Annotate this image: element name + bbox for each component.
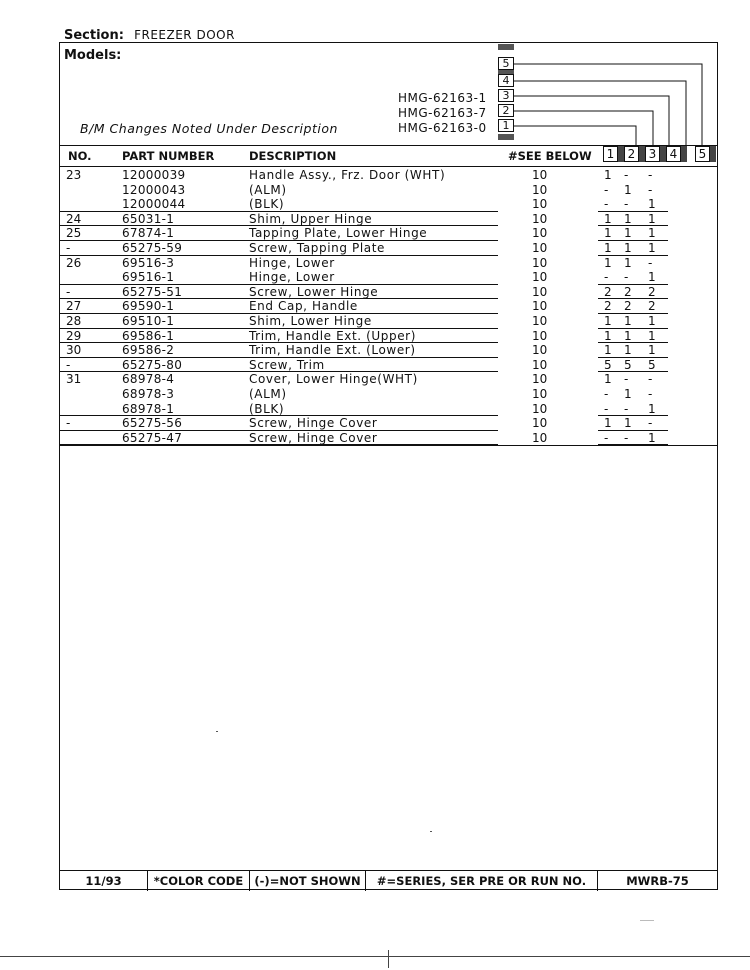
row-part-number: 67874-1 <box>122 226 175 241</box>
row-see-below: 10 <box>532 284 548 299</box>
row-part-number: 12000044 <box>122 197 186 212</box>
row-qty-model-1: 1 <box>604 255 612 270</box>
model-number: HMG-62163-1 <box>398 91 487 105</box>
row-qty-model-3: - <box>648 182 653 197</box>
footer-not-shown: (-)=NOT SHOWN <box>250 871 366 891</box>
table-row <box>60 183 717 198</box>
model-number: HMG-62163-7 <box>398 106 487 120</box>
row-see-below: 10 <box>532 168 548 182</box>
row-part-number: 65275-47 <box>122 430 183 445</box>
row-qty-model-2: 2 <box>624 299 632 314</box>
row-qty-model-3: 1 <box>648 241 656 255</box>
row-qty-model-1: - <box>604 197 609 212</box>
row-qty-model-1: 1 <box>604 314 612 328</box>
page-center-tick <box>388 950 389 968</box>
row-qty-model-2: 1 <box>624 314 632 328</box>
table-row <box>60 387 717 402</box>
col-header-no: NO. <box>68 149 92 163</box>
row-no: - <box>66 241 71 255</box>
row-description: Screw, Tapping Plate <box>249 241 386 255</box>
row-description: End Cap, Handle <box>249 299 358 314</box>
row-qty-model-2: 2 <box>624 284 632 299</box>
table-row <box>60 372 717 387</box>
row-qty-model-2: 1 <box>624 241 632 255</box>
row-qty-model-3: 2 <box>648 284 656 299</box>
row-qty-model-2: 1 <box>624 387 632 401</box>
row-part-number: 65275-56 <box>122 416 183 431</box>
scan-speck <box>216 731 218 732</box>
model-col-box: 1 <box>603 146 618 162</box>
row-qty-model-3: 1 <box>648 197 656 212</box>
row-qty-model-2: 1 <box>624 211 632 226</box>
row-qty-model-2: 1 <box>624 182 632 197</box>
table-row <box>60 256 717 271</box>
series-box: 1 <box>498 119 514 132</box>
table-row <box>60 314 717 329</box>
row-qty-model-3: 1 <box>648 270 656 285</box>
row-no: 24 <box>66 211 82 226</box>
scan-speck <box>640 920 654 921</box>
row-qty-model-1: 1 <box>604 168 612 182</box>
model-col-box: 3 <box>645 146 660 162</box>
col-header-description: DESCRIPTION <box>249 149 337 163</box>
row-see-below: 10 <box>532 226 548 241</box>
row-qty-model-2: - <box>624 168 629 182</box>
row-qty-model-3: 2 <box>648 299 656 314</box>
row-part-number: 69516-3 <box>122 255 175 270</box>
row-qty-model-2: - <box>624 430 629 445</box>
row-qty-model-1: 1 <box>604 372 612 387</box>
row-qty-model-3: - <box>648 387 653 401</box>
row-part-number: 65031-1 <box>122 211 175 226</box>
row-qty-model-2: - <box>624 401 629 416</box>
row-qty-model-3: 1 <box>648 401 656 416</box>
row-description: Screw, Hinge Cover <box>249 430 378 445</box>
table-row <box>60 299 717 314</box>
row-see-below: 10 <box>532 430 548 445</box>
row-qty-model-1: - <box>604 430 609 445</box>
row-qty-model-1: - <box>604 387 609 401</box>
bm-changes-note: B/M Changes Noted Under Description <box>80 121 338 136</box>
row-part-number: 69590-1 <box>122 299 175 314</box>
row-see-below: 10 <box>532 328 548 343</box>
series-box: 5 <box>498 57 514 70</box>
row-description: Hinge, Lower <box>249 255 335 270</box>
row-description: (BLK) <box>249 197 285 212</box>
row-qty-model-2: - <box>624 270 629 285</box>
dark-marker <box>710 146 716 162</box>
table-row <box>60 168 717 183</box>
row-see-below: 10 <box>532 401 548 416</box>
table-row <box>60 241 717 256</box>
row-qty-model-3: - <box>648 255 653 270</box>
row-part-number: 68978-1 <box>122 401 175 416</box>
row-description: Trim, Handle Ext. (Upper) <box>249 328 416 343</box>
row-description: Handle Assy., Frz. Door (WHT) <box>249 168 446 182</box>
footer-series-legend: #=SERIES, SER PRE OR RUN NO. <box>366 871 598 891</box>
row-description: Screw, Trim <box>249 357 325 372</box>
row-qty-model-1: 1 <box>604 226 612 241</box>
row-part-number: 68978-4 <box>122 372 175 387</box>
models-label: Models: <box>64 48 122 63</box>
footer-date: 11/93 <box>60 871 148 891</box>
model-col-box: 4 <box>666 146 681 162</box>
table-row <box>60 270 717 285</box>
model-col-box: 2 <box>624 146 639 162</box>
row-description: Cover, Lower Hinge(WHT) <box>249 372 418 387</box>
row-qty-model-1: - <box>604 270 609 285</box>
row-description: Shim, Lower Hinge <box>249 314 372 328</box>
row-part-number: 12000039 <box>122 168 186 182</box>
header-bottom-rule <box>60 166 717 167</box>
row-qty-model-3: 1 <box>648 211 656 226</box>
col-header-part-number: PART NUMBER <box>122 149 215 163</box>
row-no: 25 <box>66 226 82 241</box>
row-qty-model-2: 5 <box>624 357 632 372</box>
row-qty-model-1: 1 <box>604 241 612 255</box>
row-qty-model-2: 1 <box>624 416 632 431</box>
row-qty-model-3: 1 <box>648 430 656 445</box>
row-part-number: 69586-2 <box>122 343 175 358</box>
table-row <box>60 212 717 227</box>
row-part-number: 65275-80 <box>122 357 183 372</box>
table-row <box>60 226 717 241</box>
series-box: 2 <box>498 104 514 117</box>
row-qty-model-3: - <box>648 416 653 431</box>
table-row <box>60 343 717 358</box>
row-no: 23 <box>66 168 82 182</box>
row-qty-model-2: - <box>624 372 629 387</box>
row-description: (BLK) <box>249 401 285 416</box>
table-row <box>60 402 717 417</box>
row-description: Tapping Plate, Lower Hinge <box>249 226 428 241</box>
row-qty-model-3: 5 <box>648 357 656 372</box>
row-qty-model-3: 1 <box>648 328 656 343</box>
series-box: 3 <box>498 89 514 102</box>
row-qty-model-3: 1 <box>648 226 656 241</box>
row-description: (ALM) <box>249 182 287 197</box>
row-no: - <box>66 284 71 299</box>
row-description: Shim, Upper Hinge <box>249 211 373 226</box>
row-see-below: 10 <box>532 197 548 212</box>
row-part-number: 69510-1 <box>122 314 175 328</box>
page-bottom-rule <box>0 956 750 957</box>
row-no: 26 <box>66 255 82 270</box>
row-see-below: 10 <box>532 241 548 255</box>
row-qty-model-3: 1 <box>648 343 656 358</box>
row-qty-model-1: - <box>604 401 609 416</box>
table-row <box>60 416 717 431</box>
row-part-number: 68978-3 <box>122 387 175 401</box>
row-qty-model-2: 1 <box>624 226 632 241</box>
scan-speck <box>430 831 432 832</box>
row-see-below: 10 <box>532 182 548 197</box>
section-label: Section: <box>64 28 124 43</box>
col-header-see-below: #SEE BELOW <box>508 149 592 163</box>
row-no: 31 <box>66 372 82 387</box>
table-row <box>60 358 717 373</box>
section-value: FREEZER DOOR <box>134 28 235 42</box>
model-col-box: 5 <box>695 146 710 162</box>
row-see-below: 10 <box>532 299 548 314</box>
row-qty-model-1: 1 <box>604 416 612 431</box>
row-see-below: 10 <box>532 416 548 431</box>
row-no: - <box>66 357 71 372</box>
row-qty-model-2: - <box>624 197 629 212</box>
footer-doc-id: MWRB-75 <box>626 874 689 888</box>
row-see-below: 10 <box>532 314 548 328</box>
row-see-below: 10 <box>532 270 548 285</box>
row-see-below: 10 <box>532 343 548 358</box>
row-qty-model-1: 1 <box>604 211 612 226</box>
row-qty-model-1: - <box>604 182 609 197</box>
row-description: Screw, Lower Hinge <box>249 284 379 299</box>
row-see-below: 10 <box>532 372 548 387</box>
row-qty-model-3: - <box>648 168 653 182</box>
row-see-below: 10 <box>532 387 548 401</box>
row-qty-model-1: 5 <box>604 357 612 372</box>
row-no: 29 <box>66 328 82 343</box>
row-see-below: 10 <box>532 255 548 270</box>
row-qty-model-3: 1 <box>648 314 656 328</box>
series-box: 4 <box>498 74 514 87</box>
footer-color-code: *COLOR CODE <box>148 871 250 891</box>
row-part-number: 65275-51 <box>122 284 183 299</box>
row-see-below: 10 <box>532 357 548 372</box>
row-qty-model-2: 1 <box>624 328 632 343</box>
row-no: 28 <box>66 314 82 328</box>
row-qty-model-2: 1 <box>624 343 632 358</box>
row-no: - <box>66 416 71 431</box>
row-qty-model-2: 1 <box>624 255 632 270</box>
row-qty-model-1: 1 <box>604 343 612 358</box>
row-no: 30 <box>66 343 82 358</box>
row-qty-model-1: 2 <box>604 299 612 314</box>
model-number: HMG-62163-0 <box>398 121 487 135</box>
table-row <box>60 197 717 212</box>
row-description: Screw, Hinge Cover <box>249 416 378 431</box>
table-row <box>60 329 717 344</box>
table-end-rule <box>60 445 717 446</box>
row-description: Hinge, Lower <box>249 270 335 285</box>
row-part-number: 12000043 <box>122 182 186 197</box>
row-no: 27 <box>66 299 82 314</box>
footer-bar <box>60 870 717 891</box>
row-qty-model-3: - <box>648 372 653 387</box>
row-see-below: 10 <box>532 211 548 226</box>
dark-marker <box>681 146 687 162</box>
row-qty-model-1: 1 <box>604 328 612 343</box>
row-description: Trim, Handle Ext. (Lower) <box>249 343 416 358</box>
row-qty-model-1: 2 <box>604 284 612 299</box>
row-part-number: 69586-1 <box>122 328 175 343</box>
table-row <box>60 285 717 300</box>
table-row <box>60 431 717 446</box>
row-part-number: 65275-59 <box>122 241 183 255</box>
row-description: (ALM) <box>249 387 287 401</box>
row-part-number: 69516-1 <box>122 270 175 285</box>
